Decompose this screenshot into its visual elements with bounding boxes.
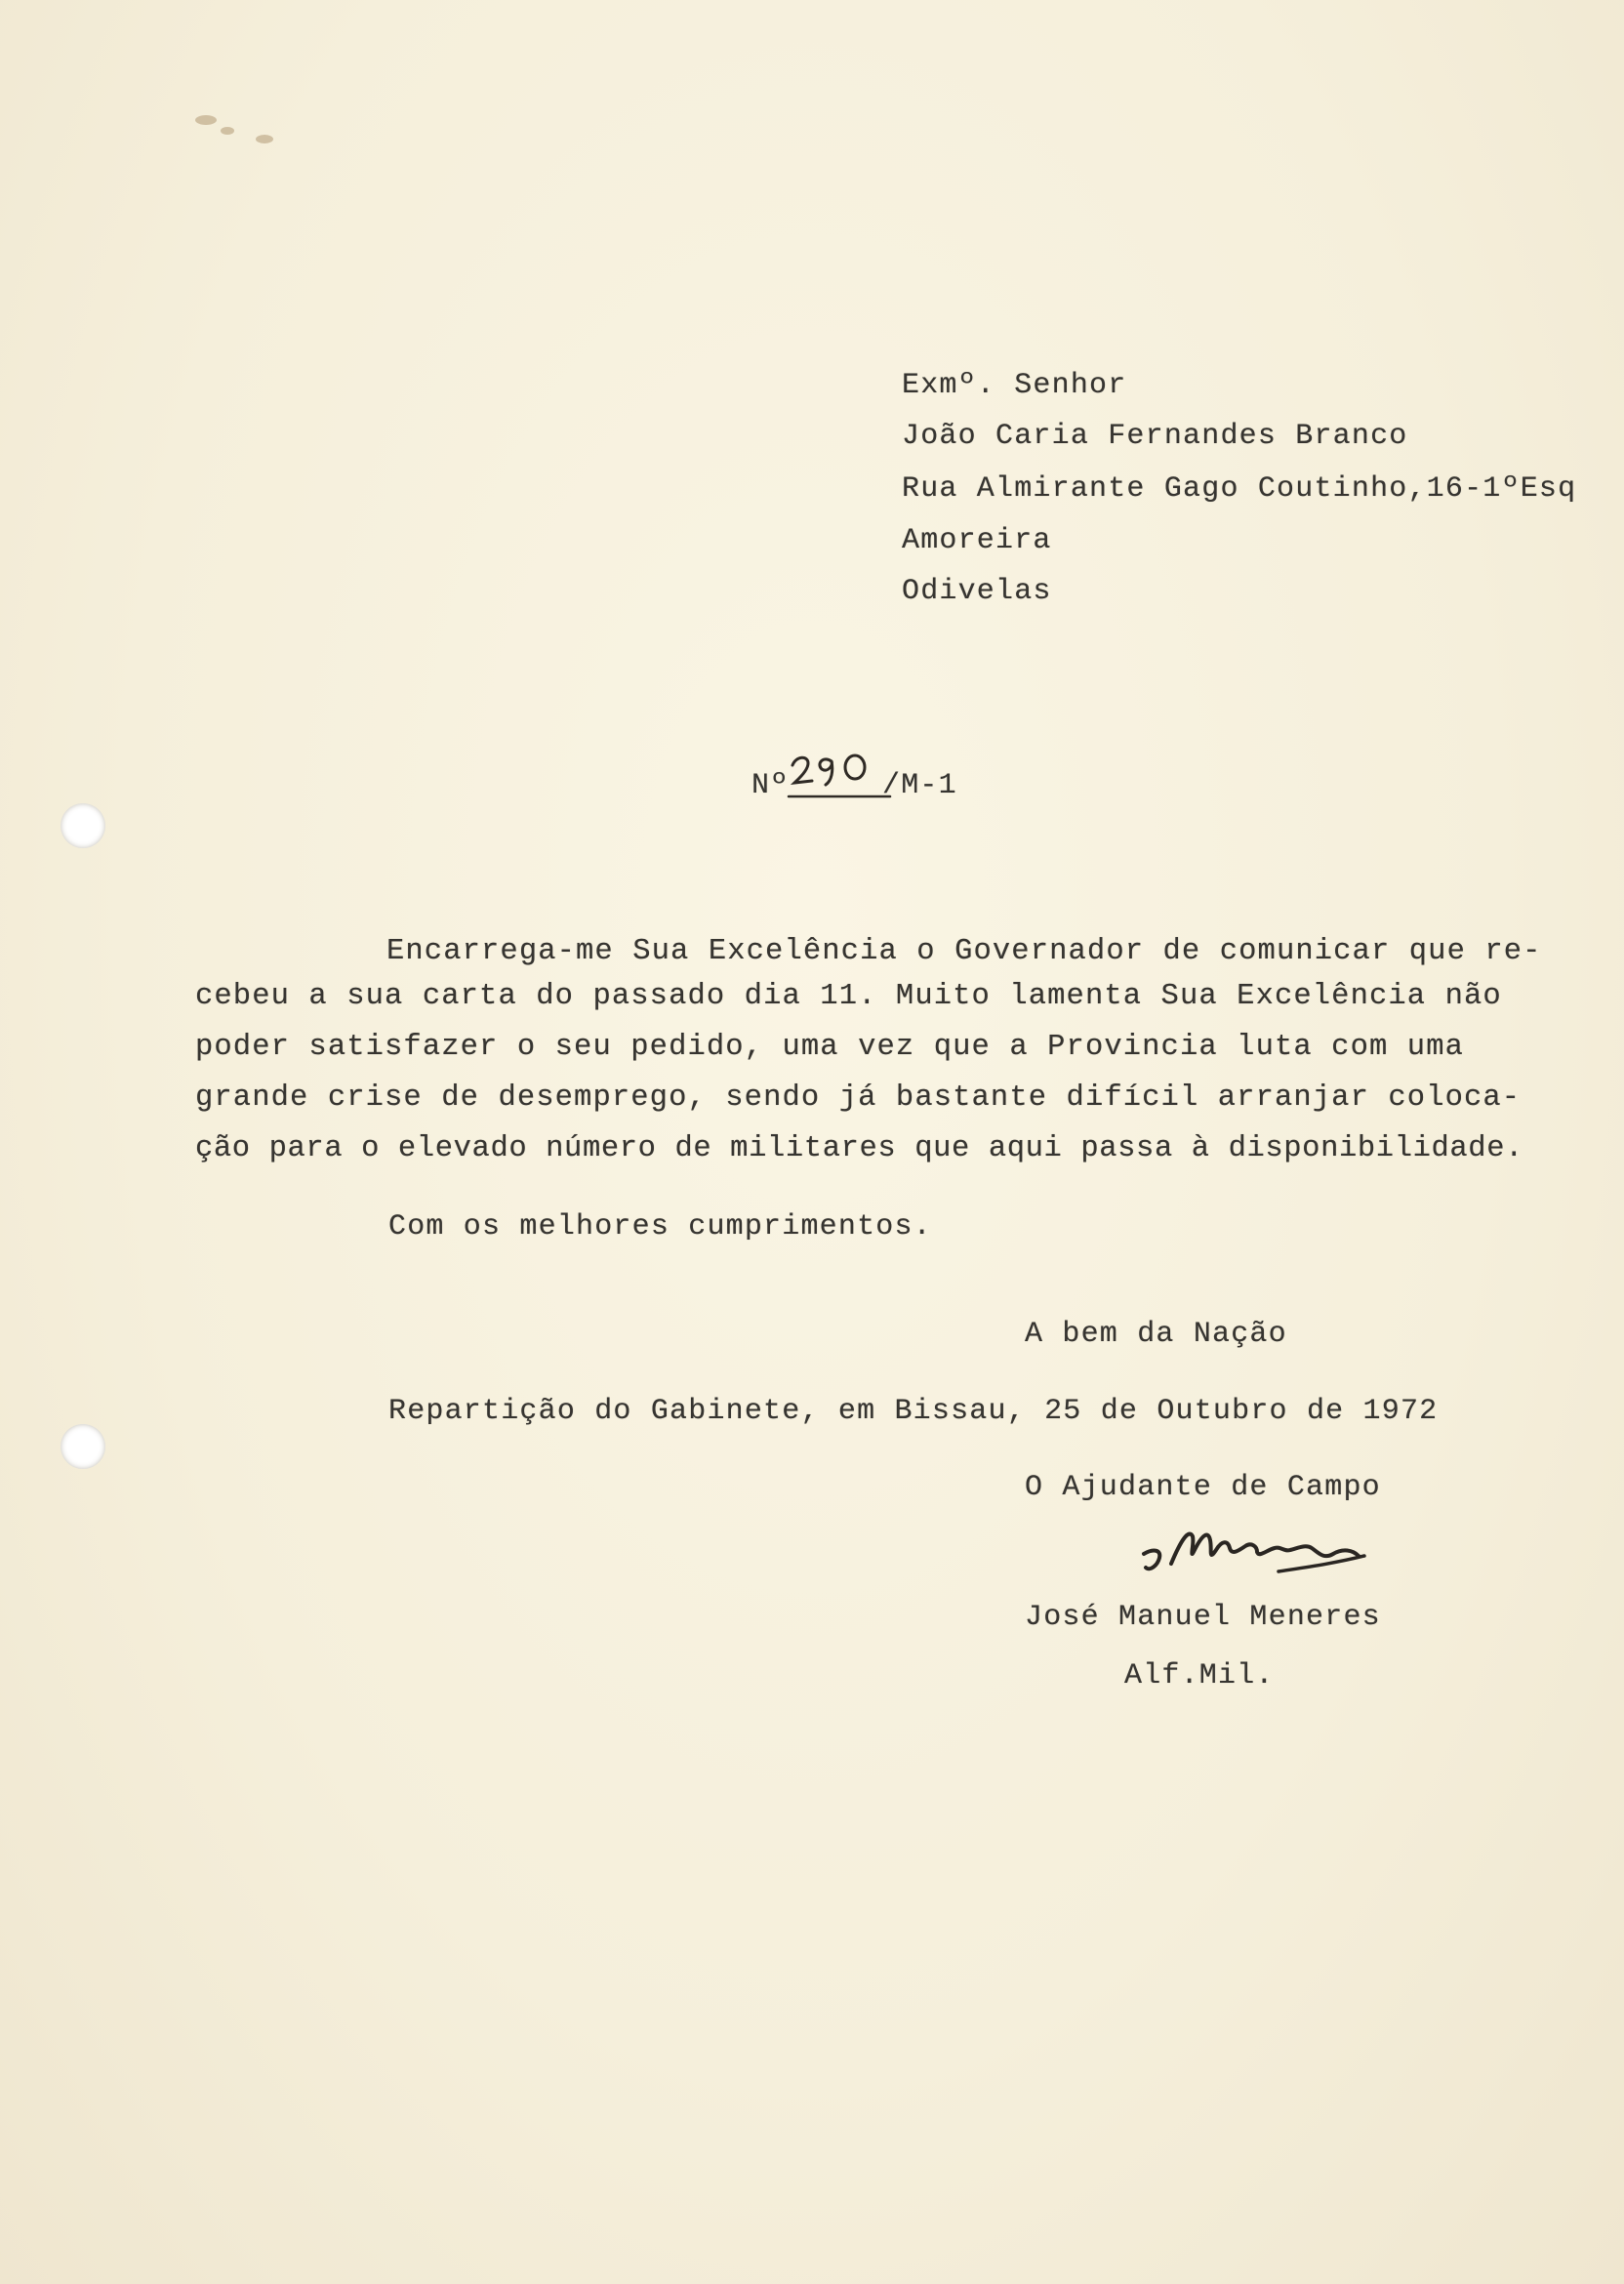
punch-hole-bottom bbox=[61, 1424, 105, 1469]
body-line-4: grande crise de desemprego, sendo já bastante difícil arranjar coloca- bbox=[195, 1081, 1522, 1115]
place-date: Repartição do Gabinete, em Bissau, 25 de Outubro de 1972 bbox=[388, 1395, 1439, 1428]
punch-hole-top bbox=[61, 803, 105, 848]
signatory-rank: Alf.Mil. bbox=[1124, 1659, 1275, 1693]
paper-stain bbox=[195, 115, 217, 125]
reference-prefix: Nº bbox=[751, 769, 790, 802]
motto: A bem da Nação bbox=[1025, 1318, 1287, 1351]
paper-stain bbox=[221, 127, 234, 135]
recipient-salutation: Exmº. Senhor bbox=[902, 369, 1127, 402]
body-line-1: Encarrega-me Sua Excelência o Governador de comunicar que re- bbox=[386, 935, 1542, 968]
recipient-name: João Caria Fernandes Branco bbox=[902, 420, 1408, 453]
body-line-3: poder satisfazer o seu pedido, uma vez que a Provincia luta com uma bbox=[195, 1031, 1464, 1064]
recipient-street: Rua Almirante Gago Coutinho,16-1ºEsq bbox=[902, 472, 1577, 506]
signatory-title: O Ajudante de Campo bbox=[1025, 1471, 1381, 1504]
reference-suffix: /M-1 bbox=[882, 769, 957, 802]
body-line-5: ção para o elevado número de militares que aqui passa à disponibilidade. bbox=[195, 1132, 1524, 1165]
paper-stain bbox=[256, 135, 273, 143]
body-line-2: cebeu a sua carta do passado dia 11. Muito lamenta Sua Excelência não bbox=[195, 980, 1502, 1013]
closing-greeting: Com os melhores cumprimentos. bbox=[388, 1210, 932, 1244]
signatory-name: José Manuel Meneres bbox=[1025, 1601, 1381, 1634]
signature-handwritten bbox=[1132, 1511, 1405, 1589]
recipient-city: Odivelas bbox=[902, 575, 1052, 608]
recipient-locality: Amoreira bbox=[902, 524, 1052, 557]
